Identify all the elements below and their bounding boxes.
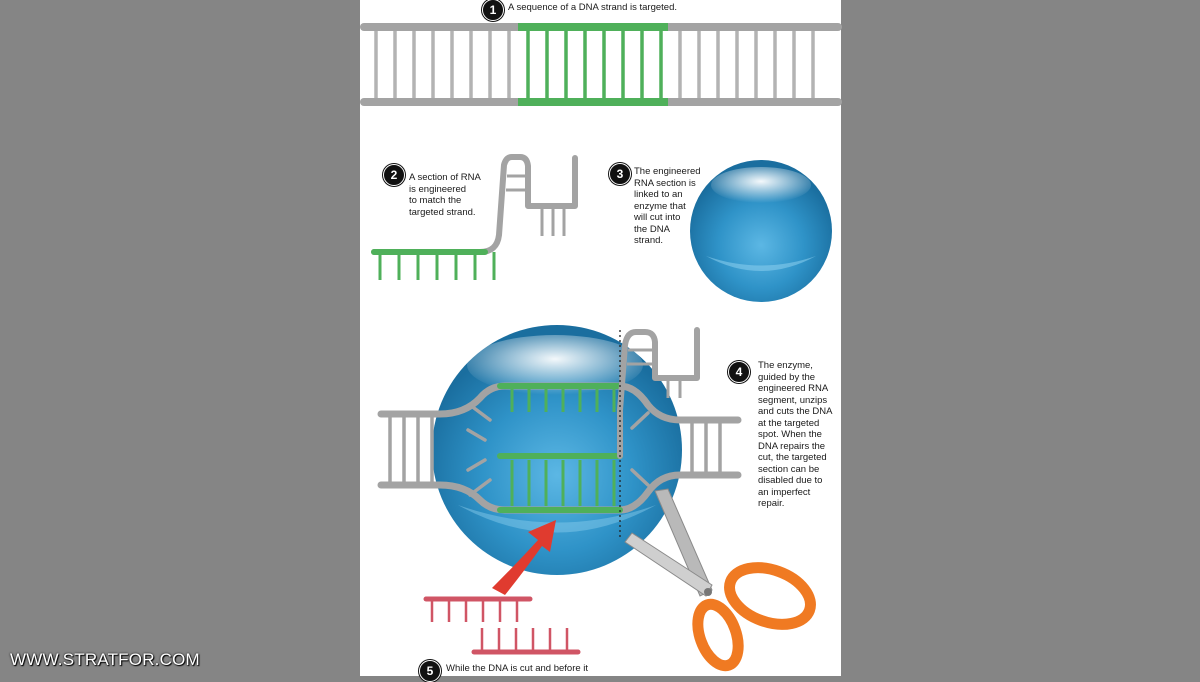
watermark: WWW.STRATFOR.COM: [10, 650, 200, 669]
step-5-badge: 5: [419, 660, 441, 682]
step-5-caption: While the DNA is cut and before it: [446, 663, 589, 674]
step-3-badge: 3: [609, 163, 631, 185]
step-1-badge: 1: [482, 0, 504, 21]
step-4-badge: 4: [728, 361, 750, 383]
step-2-badge: 2: [383, 164, 405, 186]
step-3-caption: The engineered RNA section is linked to an enzyme that will cut into the DNA strand.: [634, 166, 701, 246]
step-2-caption: A section of RNA is engineered to match the targeted strand.: [409, 172, 481, 218]
step-1-caption: A sequence of a DNA strand is targeted.: [508, 2, 677, 13]
enzyme-ball: [690, 160, 832, 302]
step-4-caption: The enzyme, guided by the engineered RNA segment, unzips and cuts the DNA at the targeted spot. When the DNA repairs the cut, the targeted section can be disabled due to an imperfect repair.: [758, 360, 833, 509]
